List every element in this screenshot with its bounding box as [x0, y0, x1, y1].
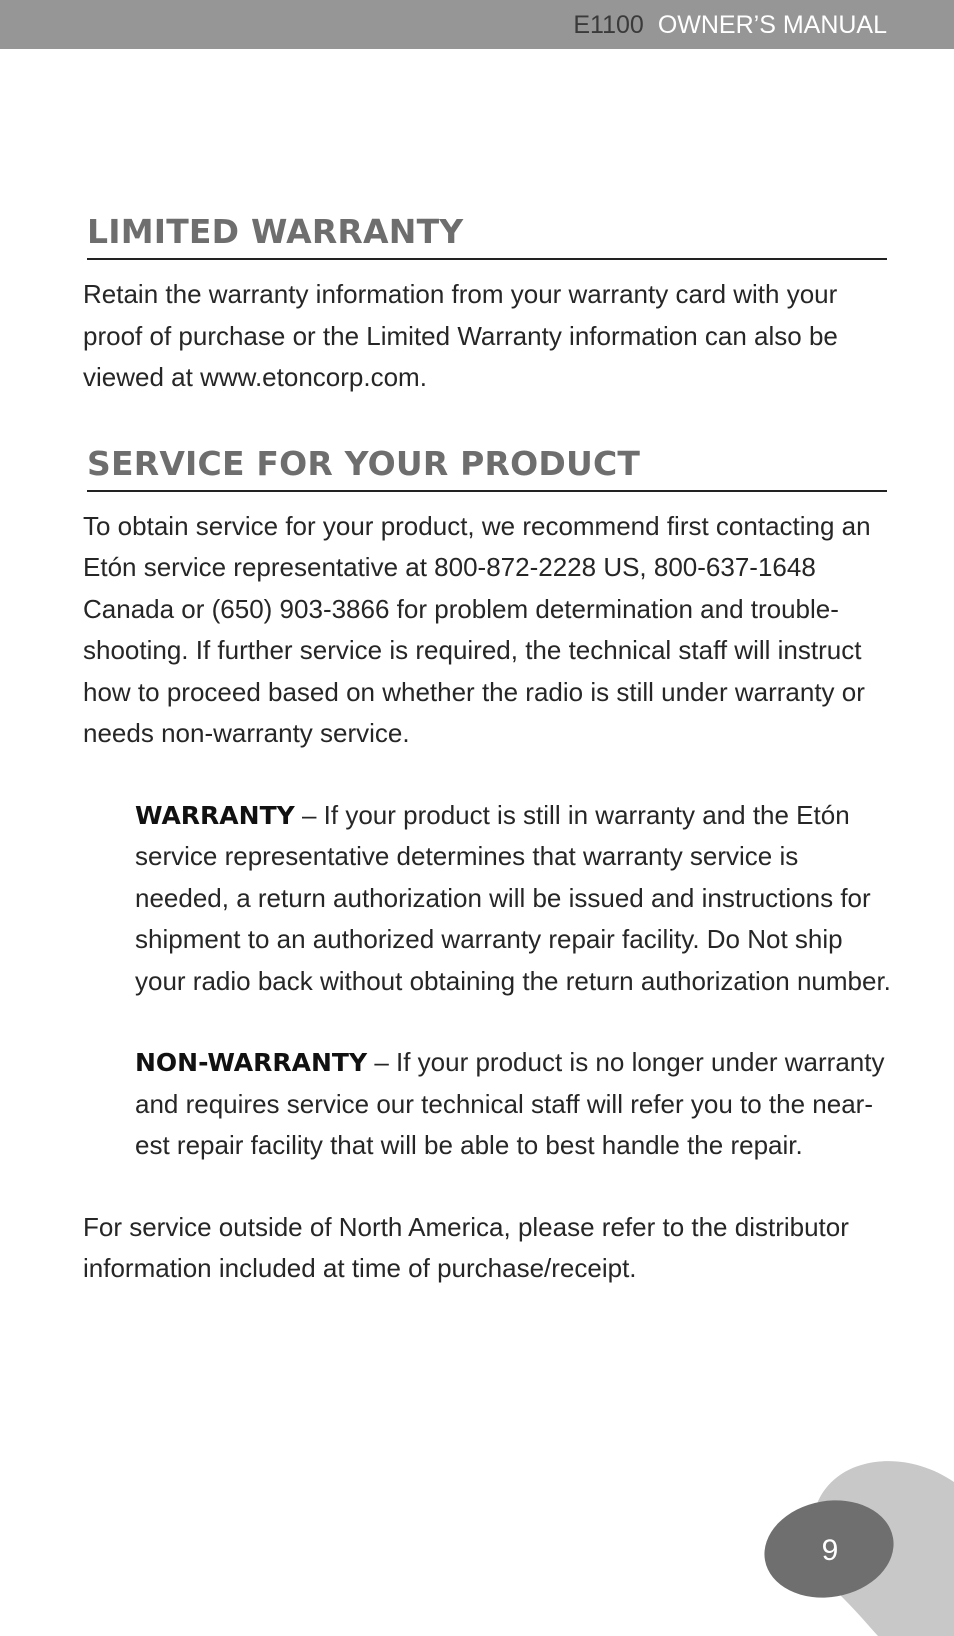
service-intro-paragraph: To obtain service for your product, we recommend first contacting an Etón service representative at 800-872-2228 US, 800-637-1648 Canada or (650) 903-3866 for problem determination and trouble-shooting. If further service is required, the technical staff will instruct how to proceed based on whether the radio is still under warranty or needs non-warranty service.	[83, 510, 871, 748]
manual-title: OWNER’S MANUAL	[657, 11, 887, 39]
warranty-text: – If your product is still in warranty and the Etón service representative determines that warranty service is needed, a return authorization will be issued and instructions for shipment to an authorized warranty repair facility. Do Not ship your radio back without obtaining the return authorization number.	[135, 799, 891, 996]
non-warranty-text: – If your product is no longer under warranty and requires service our technical staff will refer you to the near-est repair facility that will be able to best handle the repair.	[135, 1047, 885, 1160]
non-warranty-label: NON-WARRANTY	[135, 1048, 368, 1077]
limited-warranty-paragraph: Retain the warranty information from your warranty card with your proof of purchase or the Limited Warranty information can also be viewed at www.etoncorp.com.	[83, 279, 838, 392]
limited-warranty-heading: LIMITED WARRANTY	[87, 212, 887, 260]
warranty-label: WARRANTY	[135, 800, 295, 830]
service-heading: SERVICE FOR YOUR PRODUCT	[87, 444, 887, 492]
outside-north-america-paragraph: For service outside of North America, please refer to the distributor information included at time of purchase/receipt.	[83, 1211, 849, 1283]
model-name: E1100	[573, 11, 644, 39]
page-number: 9	[821, 1534, 839, 1567]
